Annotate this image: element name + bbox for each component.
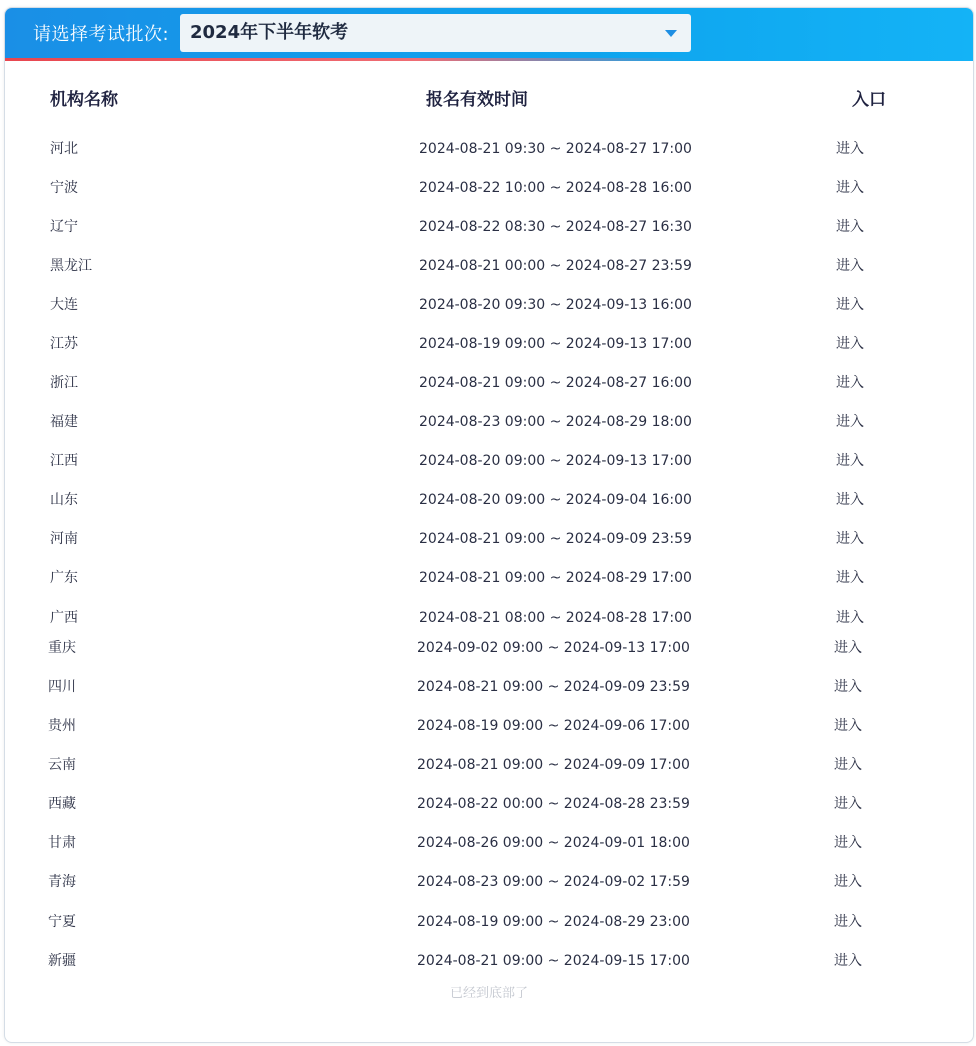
institution-list — [5, 8, 973, 1042]
registration-period: 2024-08-20 09:00 ~ 2024-09-04 16:00 — [419, 492, 692, 508]
institution-name: 江西 — [50, 453, 78, 469]
institution-name: 宁波 — [50, 180, 78, 196]
registration-period: 2024-08-20 09:00 ~ 2024-09-13 17:00 — [419, 453, 692, 469]
registration-period: 2024-08-22 00:00 ~ 2024-08-28 23:59 — [417, 796, 690, 812]
institution-name: 黑龙江 — [50, 258, 92, 274]
institution-name: 江苏 — [50, 336, 78, 352]
table-row — [5, 371, 973, 395]
institution-name: 辽宁 — [50, 219, 78, 235]
table-row — [5, 254, 973, 278]
enter-link[interactable]: 进入 — [834, 718, 862, 734]
registration-period: 2024-08-21 09:00 ~ 2024-09-15 17:00 — [417, 953, 690, 969]
table-row — [5, 753, 973, 777]
registration-period: 2024-08-21 09:00 ~ 2024-09-09 17:00 — [417, 757, 690, 773]
registration-period: 2024-08-22 08:30 ~ 2024-08-27 16:30 — [419, 219, 692, 235]
table-row — [5, 675, 973, 699]
column-header-name: 机构名称 — [50, 90, 118, 110]
table-row — [5, 870, 973, 894]
table-row — [5, 215, 973, 239]
table-row — [5, 332, 973, 356]
registration-period: 2024-08-23 09:00 ~ 2024-08-29 18:00 — [419, 414, 692, 430]
enter-link[interactable]: 进入 — [834, 640, 862, 656]
enter-link[interactable]: 进入 — [834, 796, 862, 812]
institution-name: 西藏 — [48, 796, 76, 812]
registration-period: 2024-08-21 08:00 ~ 2024-08-28 17:00 — [419, 610, 692, 626]
institution-name: 甘肃 — [48, 835, 76, 851]
table-row — [5, 606, 973, 630]
batch-label: 请选择考试批次: — [33, 24, 170, 45]
institution-name: 浙江 — [50, 375, 78, 391]
institution-name: 贵州 — [48, 718, 76, 734]
institution-name: 大连 — [50, 297, 78, 313]
registration-period: 2024-08-23 09:00 ~ 2024-09-02 17:59 — [417, 874, 690, 890]
table-row — [5, 910, 973, 934]
enter-link[interactable]: 进入 — [836, 258, 864, 274]
enter-link[interactable]: 进入 — [836, 414, 864, 430]
institution-name: 福建 — [50, 414, 78, 430]
enter-link[interactable]: 进入 — [836, 336, 864, 352]
enter-link[interactable]: 进入 — [836, 219, 864, 235]
table-row — [5, 410, 973, 434]
enter-link[interactable]: 进入 — [836, 141, 864, 157]
enter-link[interactable]: 进入 — [836, 492, 864, 508]
institution-name: 云南 — [48, 757, 76, 773]
enter-link[interactable]: 进入 — [834, 679, 862, 695]
table-row — [5, 949, 973, 973]
registration-period: 2024-08-19 09:00 ~ 2024-09-06 17:00 — [417, 718, 690, 734]
table-row — [5, 527, 973, 551]
table-row — [5, 293, 973, 317]
enter-link[interactable]: 进入 — [834, 914, 862, 930]
registration-period: 2024-08-21 09:00 ~ 2024-08-27 16:00 — [419, 375, 692, 391]
table-row — [5, 636, 973, 660]
table-row — [5, 488, 973, 512]
registration-period: 2024-08-21 09:00 ~ 2024-09-09 23:59 — [419, 531, 692, 547]
registration-period: 2024-08-21 09:30 ~ 2024-08-27 17:00 — [419, 141, 692, 157]
enter-link[interactable]: 进入 — [836, 453, 864, 469]
institution-name: 广东 — [50, 570, 78, 586]
registration-period: 2024-08-21 09:00 ~ 2024-09-09 23:59 — [417, 679, 690, 695]
enter-link[interactable]: 进入 — [834, 757, 862, 773]
table-row — [5, 792, 973, 816]
table-row — [5, 566, 973, 590]
enter-link[interactable]: 进入 — [836, 180, 864, 196]
end-of-list-text: 已经到底部了 — [449, 986, 528, 1001]
enter-link[interactable]: 进入 — [834, 835, 862, 851]
enter-link[interactable]: 进入 — [834, 953, 862, 969]
enter-link[interactable]: 进入 — [836, 297, 864, 313]
registration-period: 2024-08-19 09:00 ~ 2024-08-29 23:00 — [417, 914, 690, 930]
batch-select-value: 2024年下半年软考 — [190, 22, 349, 43]
registration-period: 2024-09-02 09:00 ~ 2024-09-13 17:00 — [417, 640, 690, 656]
table-row — [5, 176, 973, 200]
registration-period: 2024-08-21 09:00 ~ 2024-08-29 17:00 — [419, 570, 692, 586]
institution-name: 新疆 — [48, 953, 76, 969]
enter-link[interactable]: 进入 — [834, 874, 862, 890]
institution-name: 四川 — [48, 679, 76, 695]
registration-period: 2024-08-26 09:00 ~ 2024-09-01 18:00 — [417, 835, 690, 851]
registration-period: 2024-08-22 10:00 ~ 2024-08-28 16:00 — [419, 180, 692, 196]
enter-link[interactable]: 进入 — [836, 610, 864, 626]
enter-link[interactable]: 进入 — [836, 375, 864, 391]
column-header-period: 报名有效时间 — [426, 90, 528, 110]
institution-name: 重庆 — [48, 640, 76, 656]
table-row — [5, 831, 973, 855]
enter-link[interactable]: 进入 — [836, 531, 864, 547]
registration-period: 2024-08-19 09:00 ~ 2024-09-13 17:00 — [419, 336, 692, 352]
column-header-entry: 入口 — [852, 90, 886, 110]
table-row — [5, 714, 973, 738]
registration-panel — [4, 7, 974, 1043]
registration-period: 2024-08-21 00:00 ~ 2024-08-27 23:59 — [419, 258, 692, 274]
table-row — [5, 449, 973, 473]
institution-name: 宁夏 — [48, 914, 76, 930]
registration-period: 2024-08-20 09:30 ~ 2024-09-13 16:00 — [419, 297, 692, 313]
institution-name: 山东 — [50, 492, 78, 508]
institution-name: 广西 — [50, 610, 78, 626]
enter-link[interactable]: 进入 — [836, 570, 864, 586]
institution-name: 河南 — [50, 531, 78, 547]
institution-name: 青海 — [48, 874, 76, 890]
institution-name: 河北 — [50, 141, 78, 157]
table-row — [5, 137, 973, 161]
